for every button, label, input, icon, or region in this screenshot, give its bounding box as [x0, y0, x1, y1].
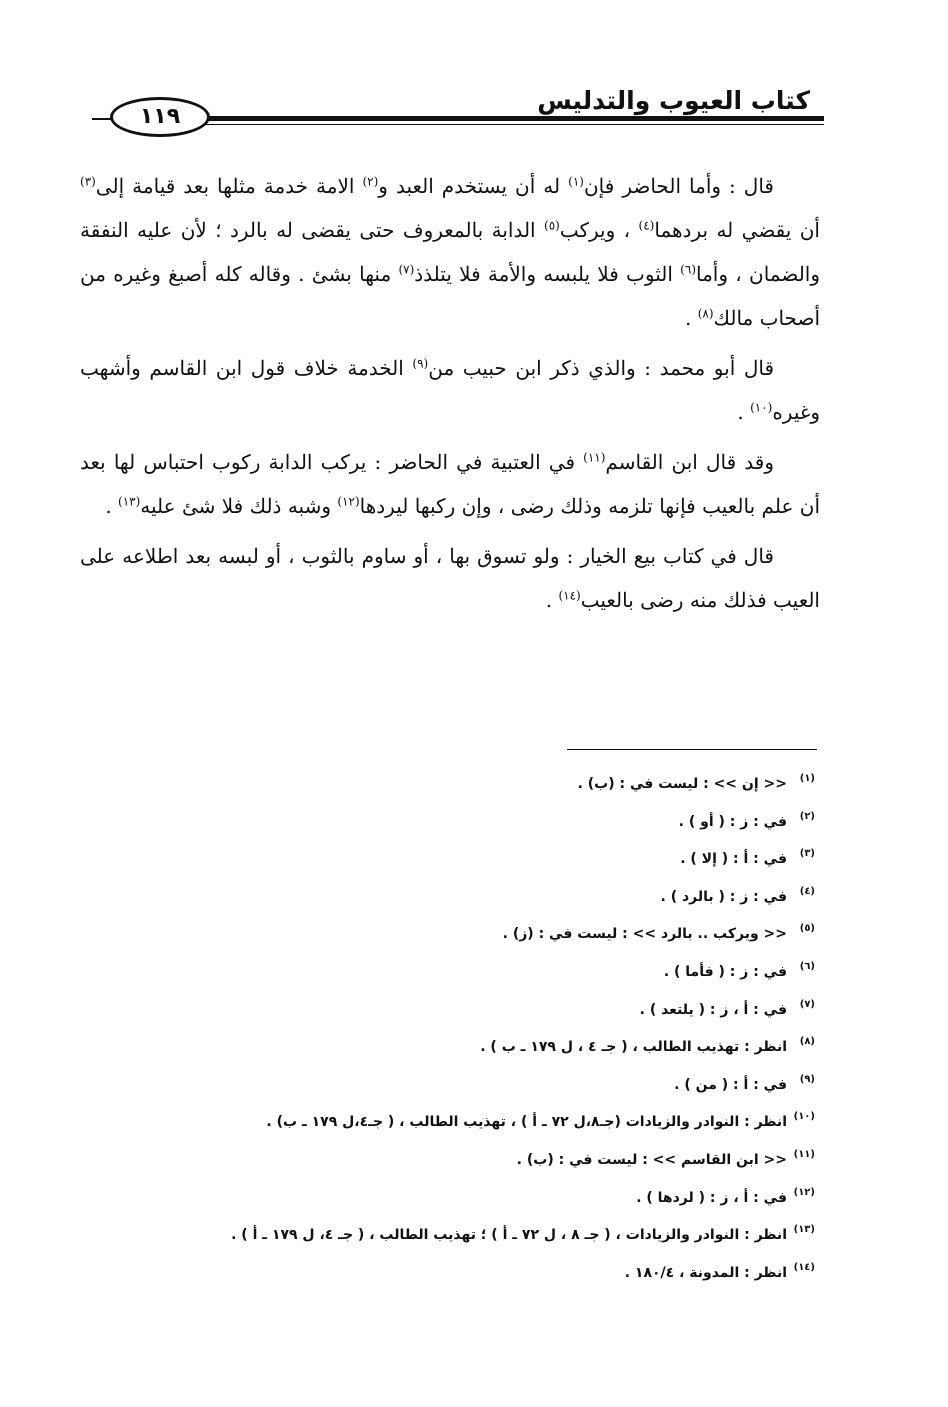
footnote [100, 1067, 815, 1105]
paragraph [80, 440, 820, 528]
paragraph-text: الثوب فلا يلبسه والأمة فلا يتلذذ [414, 262, 681, 286]
paragraph [80, 164, 820, 340]
paragraph-text: في العتبية في الحاضر : يركب الدابة ركوب احتباس لها بعد أن علم بالعيب فإنها تلزمه وذلك رضى ، وإن ركبها ليردها [80, 450, 820, 518]
footnote [100, 766, 815, 804]
footnote-text: << ابن القاسم >> : ليست في : (ب) . [516, 1151, 787, 1168]
footnote-text: انظر : النوادر والزيادات ، ( جـ ٨ ، ل ٧٢ ـ أ ) ؛ تهذيب الطالب ، ( جـ ٤، ل ١٧٩ ـ أ ) . [231, 1227, 787, 1244]
footnote-text: في : أ ، ز : ( لردها ) . [636, 1189, 787, 1206]
paragraph-text: له أن يستخدم العبد و [378, 174, 569, 198]
footnote-text: << ويركب .. بالرد >> : ليست في : (ز) . [502, 926, 787, 943]
footnote-ref: (٢) [362, 174, 379, 189]
paragraph-text: أن يقضي له بردهما [654, 218, 820, 242]
footnote-text: في : ز : ( أو ) . [678, 813, 787, 830]
footnote-ref: (٥) [544, 218, 560, 233]
footnote-number: (٩) [799, 1073, 815, 1085]
footnote-number: (٢) [799, 810, 815, 822]
header-rule-thin [192, 124, 824, 125]
footnote-text: في : ز : ( بالرد ) . [660, 888, 787, 905]
footnote [100, 1029, 815, 1067]
footnote-ref: (٧) [398, 262, 415, 277]
footnote-number: (٧) [799, 998, 815, 1010]
paragraph-text: قال في كتاب بيع الخيار : ولو تسوق بها ، أو ساوم بالثوب ، أو لبسه بعد اطلاعه على العيب فذلك منه رضى بالعيب [80, 544, 820, 612]
footnote-text: انظر : النوادر والزيادات (جـ٨،ل ٧٢ ـ أ ) ، تهذيب الطالب ، ( جـ٤،ل ١٧٩ ـ ب) . [266, 1114, 787, 1131]
footnote [100, 916, 815, 954]
footnote-ref: (٩) [412, 356, 429, 371]
footnote-number: (١) [799, 773, 815, 784]
footnote [100, 1217, 815, 1255]
paragraph-text: الخدمة خلاف قول ابن القاسم وأشهب وغيره [80, 356, 820, 424]
footnote-number: (٦) [799, 960, 815, 972]
footnote-ref: (٤) [638, 218, 655, 233]
footnote [100, 804, 815, 842]
paragraph-text: . [545, 588, 559, 612]
paragraph-text: وقد قال ابن القاسم [605, 450, 774, 474]
footnote [100, 992, 815, 1030]
footnote [100, 1104, 815, 1142]
footnote-number: (٣) [799, 848, 815, 860]
footnote-ref: (١٢) [337, 494, 360, 509]
footnote-text: في : أ ، ز : ( يلتعد ) . [639, 1001, 787, 1018]
footnote-separator [567, 749, 817, 750]
footnote-ref: (٨) [697, 306, 714, 321]
paragraph-text: ، ويركب [559, 218, 639, 242]
paragraph [80, 534, 820, 622]
footnote-text: في : أ : ( إلا ) . [680, 851, 787, 868]
footnote [100, 1255, 815, 1293]
footnote-number: (١٢) [793, 1186, 815, 1198]
footnotes [100, 766, 815, 1292]
footnote-number: (٨) [799, 1036, 815, 1048]
paragraph-text: منها بشئ . وقاله كله أصبغ وغيره من أصحاب مالك [80, 262, 820, 330]
paragraph-text: . [105, 494, 119, 518]
footnote-text: انظر : المدونة ، ١٨٠/٤ . [624, 1264, 787, 1281]
paragraph-text: الامة خدمة مثلها بعد قيامة إلى [95, 174, 363, 198]
book-title: كتاب العيوب والتدليس [537, 86, 810, 115]
paragraph-text: . [737, 400, 751, 424]
footnote-number: (١٠) [793, 1111, 815, 1123]
footnote [100, 1142, 815, 1180]
header-rule-thick [192, 116, 824, 121]
page-header [92, 78, 824, 138]
footnote-ref: (١١) [583, 450, 606, 465]
paragraph-text: . [684, 306, 698, 330]
paragraph-text: قال : وأما الحاضر فإن [583, 174, 774, 198]
main-text [80, 164, 820, 628]
footnote-ref: (١) [568, 174, 584, 189]
page-number: ١١٩ [110, 97, 210, 137]
footnote-number: (٤) [799, 885, 815, 897]
footnote-number: (١٣) [793, 1224, 815, 1236]
footnote-text: في : ز : ( فأما ) . [663, 963, 787, 980]
footnote-text: في : أ : ( من ) . [674, 1076, 787, 1093]
footnote-ref: (١٤) [558, 588, 581, 603]
footnote-text: انظر : تهذيب الطالب ، ( جـ ٤ ، ل ١٧٩ ـ ب ) . [480, 1039, 787, 1056]
footnote-ref: (٦) [680, 262, 696, 277]
footnote [100, 879, 815, 917]
footnote [100, 1180, 815, 1218]
footnote-ref: (١٣) [118, 494, 141, 509]
footnote [100, 954, 815, 992]
paragraph-text: الدابة بالمعروف حتى يقضى له بالرد ؛ لأن عليه النفقة والضمان ، وأما [80, 218, 821, 286]
footnote-number: (١٤) [793, 1261, 815, 1273]
footnote-number: (١١) [793, 1148, 815, 1160]
footnote-text: << إن >> : ليست في : (ب) . [577, 776, 787, 792]
footnote-ref: (١٠) [750, 400, 773, 415]
footnote-ref: (٣) [80, 174, 96, 189]
footnote [100, 841, 815, 879]
paragraph-text: وشبه ذلك فلا شئ عليه [140, 494, 338, 518]
paragraph [80, 346, 820, 434]
footnote-number: (٥) [799, 923, 815, 935]
paragraph-text: قال أبو محمد : والذي ذكر ابن حبيب من [428, 356, 775, 380]
